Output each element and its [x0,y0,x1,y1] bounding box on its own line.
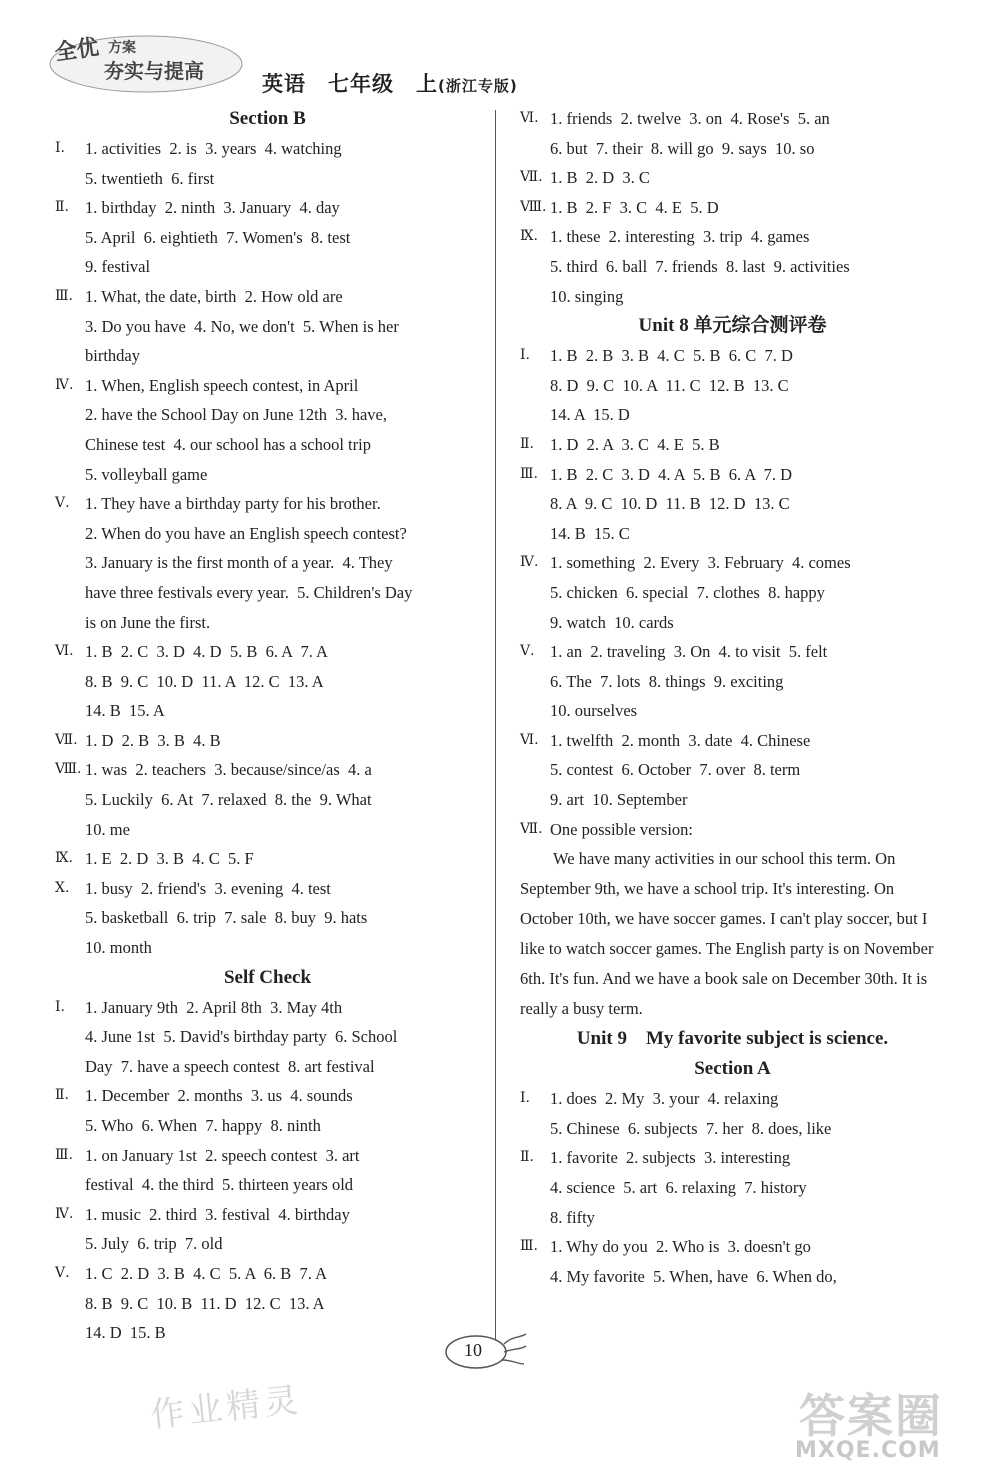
answer-line: 1. B 2. D 3. C [550,168,650,188]
answer-line: 1. December 2. months 3. us 4. sounds [85,1086,353,1106]
answer-line: 1. busy 2. friend's 3. evening 4. test [85,878,331,898]
answer-line: 1. favorite 2. subjects 3. interesting [550,1148,791,1168]
exercise-number: Ⅲ. [520,1238,538,1255]
answer-line: 1. B 2. F 3. C 4. E 5. D [550,197,719,217]
watermark-url: MXQE.COM [795,1438,941,1463]
exercise-number: Ⅱ. [55,1087,69,1104]
answer-line: 1. something 2. Every 3. February 4. comes [550,553,851,573]
answer-line: 1. an 2. traveling 3. On 4. to visit 5. felt [550,642,828,662]
exercise-block [520,163,945,193]
exercise-block [55,1259,480,1348]
exercise-number: Ⅷ. [55,761,82,778]
answer-line: 1. Why do you 2. Who is 3. doesn't go [550,1237,811,1257]
exercise-block [55,1200,480,1259]
page-number-badge [438,1330,528,1374]
answer-line: 4. science 5. art 6. relaxing 7. history [550,1178,807,1198]
exercise-block [55,726,480,756]
exercise-block [520,1232,945,1291]
answer-line: is on June the first. [85,612,211,632]
exercise-number: Ⅰ. [520,347,530,364]
answer-line: 3. Do you have 4. No, we don't 5. When is her [85,316,399,336]
exercise-number: Ⅳ. [55,1205,74,1222]
site-watermark [795,1380,995,1470]
answer-line: 1. D 2. A 3. C 4. E 5. B [550,434,720,454]
exercise-number: Ⅱ. [520,1149,534,1166]
right-column [520,104,945,1291]
exercise-number: Ⅶ. [520,820,543,837]
section-heading: Section A [694,1058,771,1080]
svg-text:夯实与提高: 夯实与提高 [104,59,204,83]
answer-line: 1. these 2. interesting 3. trip 4. games [550,227,810,247]
answer-line: 5. contest 6. October 7. over 8. term [550,760,801,780]
answer-line: Day 7. have a speech contest 8. art festival [85,1056,375,1076]
exercise-number: Ⅲ. [520,465,538,482]
exercise-block [520,1143,945,1232]
exercise-number: Ⅷ. [520,198,547,215]
answer-line: 1. does 2. My 3. your 4. relaxing [550,1089,779,1109]
answer-line: 2. When do you have an English speech contest? [85,523,407,543]
answer-line: 5. April 6. eightieth 7. Women's 8. test [85,227,351,247]
answer-line: 2. have the School Day on June 12th 3. have, [85,405,387,425]
subject-grade: 英语 七年级 上 [262,72,438,96]
answer-line: 1. When, English speech contest, in April [85,375,359,395]
exercise-number: Ⅳ. [520,554,539,571]
answer-line: 1. music 2. third 3. festival 4. birthday [85,1204,350,1224]
exercise-number: Ⅱ. [520,435,534,452]
answer-line: 1. B 2. C 3. D 4. D 5. B 6. A 7. A [85,642,328,662]
answer-line: 8. fifty [550,1207,595,1227]
answer-line: 10. ourselves [550,701,638,721]
answer-line: 1. twelfth 2. month 3. date 4. Chinese [550,730,811,750]
exercise-block [520,430,945,460]
answer-line: 1. birthday 2. ninth 3. January 4. day [85,198,340,218]
answer-line: 6. but 7. their 8. will go 9. says 10. so [550,138,815,158]
exercise-block [55,134,480,193]
exercise-number: Ⅶ. [520,169,543,186]
exercise-block [520,726,945,815]
exercise-block [55,844,480,874]
exercise-number: Ⅲ. [55,1146,73,1163]
exercise-number: Ⅸ. [55,850,73,867]
answer-line: 9. art 10. September [550,790,688,810]
exercise-block [520,548,945,637]
essay-paragraph: We have many activities in our school this term. On September 9th, we have a school trip. It's interesting. On October 10th, we have soccer games. I can't play soccer, but I like to watch soccer games. The English party is on November 6th. It's fun. And we have a book sale on December 30th. It is really a busy term. [520,849,934,1019]
answer-line: 1. E 2. D 3. B 4. C 5. F [85,849,254,869]
exercise-block [520,193,945,223]
answer-line: 8. B 9. C 10. D 11. A 12. C 13. A [85,671,324,691]
exercise-block [55,282,480,371]
page-number: 10 [464,1340,482,1360]
exercise-number: Ⅴ. [55,495,70,512]
answer-line: 14. B 15. A [85,701,165,721]
exercise-block [520,104,945,163]
exercise-block [55,193,480,282]
exercise-block [520,637,945,726]
section-heading: Unit 9 My favorite subject is science. [576,1028,889,1050]
section-heading: Section B [229,108,306,129]
answer-line: birthday [85,346,140,366]
answer-line: 10. me [85,819,130,839]
answer-line: 1. They have a birthday party for his brother. [85,494,381,514]
answer-line: 1. D 2. B 3. B 4. B [85,730,221,750]
exercise-number: Ⅴ. [55,1264,70,1281]
exercise-block [520,460,945,549]
exercise-number: Ⅵ. [520,731,539,748]
exercise-number: Ⅲ. [55,287,73,304]
left-column [55,104,480,1348]
answer-line: 3. January is the first month of a year. 4. They [85,553,393,573]
answer-line: 5. volleyball game [85,464,208,484]
answer-line: 1. B 2. C 3. D 4. A 5. B 6. A 7. D [550,464,793,484]
svg-text:全优: 全优 [53,35,101,66]
exercise-block [55,371,480,489]
exercise-number: Ⅰ. [520,1090,530,1107]
answer-line: 10. month [85,938,152,958]
answer-line: 9. watch 10. cards [550,612,674,632]
answer-line: 5. Who 6. When 7. happy 8. ninth [85,1116,321,1135]
answer-line: 5. basketball 6. trip 7. sale 8. buy 9. hats [85,908,368,928]
answer-line: 1. January 9th 2. April 8th 3. May 4th [85,997,343,1017]
exercise-block [55,489,480,637]
section-heading: Self Check [223,966,312,988]
header-title [262,68,518,98]
answer-line: festival 4. the third 5. thirteen years old [85,1175,354,1195]
section-heading: Unit 8 单元综合测评卷 [638,315,827,337]
exercise-number: Ⅶ. [55,731,78,748]
answer-line: 5. third 6. ball 7. friends 8. last 9. activities [550,256,850,276]
answer-line: 5. Luckily 6. At 7. relaxed 8. the 9. What [85,790,372,810]
answer-line: 14. D 15. B [85,1323,166,1343]
book-logo [46,26,246,96]
answer-line: 4. My favorite 5. When, have 6. When do, [550,1266,837,1286]
exercise-number: Ⅰ. [55,998,65,1015]
answer-line: 5. twentieth 6. first [85,168,215,188]
exercise-block [55,1141,480,1200]
answer-line: 1. activities 2. is 3. years 4. watching [85,139,342,158]
exercise-number: Ⅳ. [55,376,74,393]
svg-text:方案: 方案 [108,40,136,56]
exercise-block [55,637,480,726]
answer-line: 1. C 2. D 3. B 4. C 5. A 6. B 7. A [85,1263,328,1283]
answer-line: 1. on January 1st 2. speech contest 3. art [85,1145,360,1165]
exercise-block [520,1084,945,1143]
watermark-logo: 答案圈 [799,1389,943,1443]
exercise-block [520,222,945,311]
answer-line: 1. friends 2. twelve 3. on 4. Rose's 5. an [550,109,830,128]
exercise-block [55,874,480,963]
answer-line: 5. chicken 6. special 7. clothes 8. happy [550,582,825,602]
answer-line: 8. D 9. C 10. A 11. C 12. B 13. C [550,375,789,395]
answer-line: 1. What, the date, birth 2. How old are [85,286,343,306]
exercise-block [520,341,945,430]
answer-line: 1. was 2. teachers 3. because/since/as 4. a [85,760,372,780]
exercise-block [55,755,480,844]
answer-line: 9. festival [85,257,151,277]
faded-stamp: 作业精灵 [148,1380,305,1436]
exercise-number: Ⅱ. [55,199,69,216]
column-divider [495,110,496,1340]
answer-line: One possible version: [550,819,693,839]
answer-line: 8. B 9. C 10. B 11. D 12. C 13. A [85,1293,325,1313]
answer-line: Chinese test 4. our school has a school trip [85,434,371,454]
answer-line: have three festivals every year. 5. Children's Day [85,582,413,602]
exercise-number: Ⅰ. [55,140,65,156]
exercise-number: Ⅸ. [520,228,538,245]
answer-line: 10. singing [550,286,624,306]
sample-essay [520,844,945,1024]
exercise-block [520,815,945,845]
exercise-number: Ⅵ. [55,643,74,660]
answer-line: 5. Chinese 6. subjects 7. her 8. does, like [550,1118,832,1138]
answer-line: 5. July 6. trip 7. old [85,1234,223,1254]
exercise-number: Ⅴ. [520,643,535,660]
exercise-block [55,1081,480,1140]
answer-line: 1. B 2. B 3. B 4. C 5. B 6. C 7. D [550,346,793,366]
edition-label: (浙江专版) [438,77,518,95]
exercise-number: Ⅹ. [55,879,70,896]
exercise-block [55,993,480,1082]
answer-line: 14. B 15. C [550,523,630,543]
answer-line: 6. The 7. lots 8. things 9. exciting [550,671,784,691]
exercise-number: Ⅵ. [520,110,539,126]
answer-line: 8. A 9. C 10. D 11. B 12. D 13. C [550,494,790,514]
answer-line: 4. June 1st 5. David's birthday party 6. School [85,1027,398,1047]
answer-line: 14. A 15. D [550,405,630,425]
